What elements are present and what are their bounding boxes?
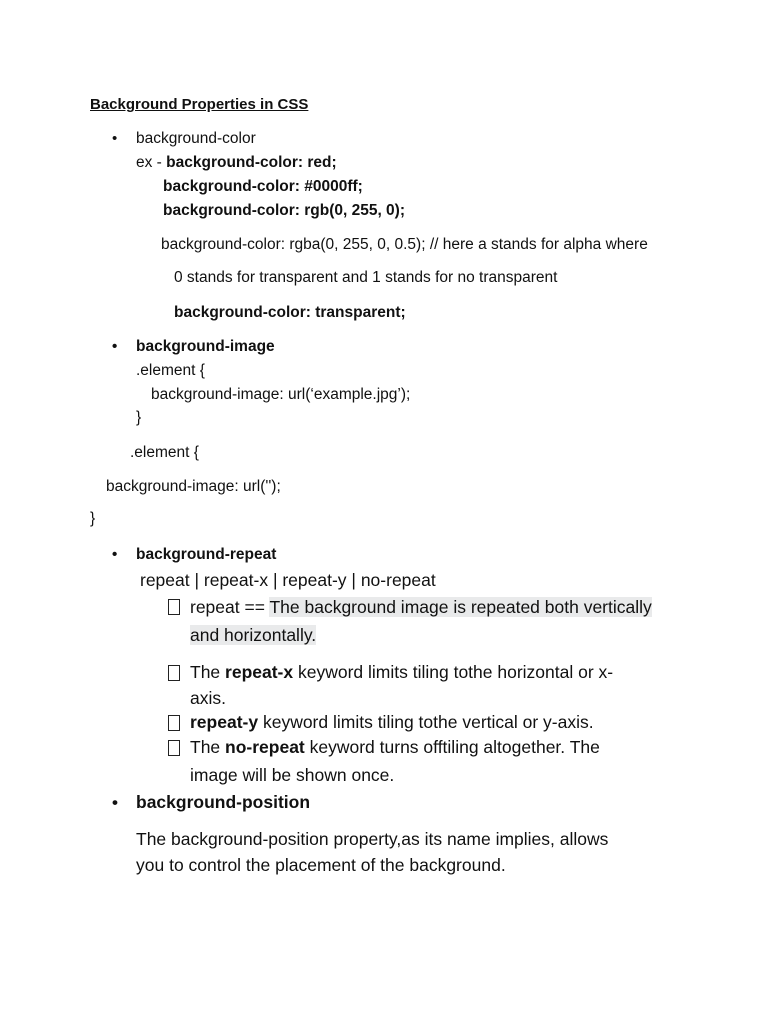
ex-red: background-color: red; <box>166 154 337 171</box>
checkbox-icon <box>168 599 180 615</box>
rgba-line-1: background-color: rgba(0, 255, 0, 0.5); // here a stands for alpha where <box>161 236 648 253</box>
repeat-item-4-text: keyword turns offtiling altogether. The <box>304 737 600 757</box>
position-heading: background-position <box>136 792 311 812</box>
rgba-line-2: 0 stands for transparent and 1 stands for no transparent <box>174 269 558 286</box>
repeat-values: repeat | repeat-x | repeat-y | no-repeat <box>140 570 436 590</box>
color-example-2: background-color: #0000ff; <box>163 178 363 195</box>
repeat-item-4-prefix: The <box>190 737 226 757</box>
repeat-item-1-line-2 <box>190 624 316 646</box>
image-code-2: background-image: url(‘example.jpg’); <box>151 386 411 403</box>
color-example-1 <box>136 153 337 173</box>
image-code-4: .element { <box>130 444 199 461</box>
image-code-6: } <box>90 510 96 527</box>
repeat-item-4 <box>190 736 600 758</box>
bullet-icon: • <box>112 130 118 147</box>
position-desc-2: you to control the placement of the background. <box>136 855 506 875</box>
checkbox-icon <box>168 715 180 731</box>
repeat-item-3 <box>190 711 594 733</box>
repeat-item-2-prefix: The <box>190 662 226 682</box>
repeat-item-1 <box>190 596 652 618</box>
bullet-icon: • <box>112 338 118 355</box>
repeat-x-keyword: repeat-x <box>225 662 294 682</box>
ex-prefix: ex - <box>136 154 167 171</box>
image-code-1: .element { <box>136 362 205 379</box>
repeat-item-3-text: keyword limits tiling tothe vertical or y-axis. <box>258 712 594 732</box>
repeat-item-2-line-2: axis. <box>190 688 226 708</box>
repeat-item-1-highlight-2: and horizontally. <box>190 625 317 645</box>
bullet-icon: • <box>112 546 118 563</box>
repeat-item-1-prefix: repeat == <box>190 597 270 617</box>
color-heading: background-color <box>136 130 256 147</box>
image-heading: background-image <box>136 338 275 355</box>
repeat-item-4-line-2: image will be shown once. <box>190 765 395 785</box>
transparent-example: background-color: transparent; <box>174 304 406 321</box>
bullet-icon: • <box>112 793 118 812</box>
color-example-3: background-color: rgb(0, 255, 0); <box>163 202 406 219</box>
repeat-item-2-text: keyword limits tiling tothe horizontal or x- <box>293 662 614 682</box>
repeat-item-2 <box>190 661 613 683</box>
repeat-heading: background-repeat <box>136 546 277 563</box>
image-code-3: } <box>136 409 142 426</box>
repeat-y-keyword: repeat-y <box>190 712 259 732</box>
image-code-5: background-image: url(''); <box>106 478 281 495</box>
repeat-item-1-highlight: The background image is repeated both vertically <box>269 597 652 617</box>
checkbox-icon <box>168 740 180 756</box>
page-title: Background Properties in CSS <box>90 96 309 113</box>
position-desc-1: The background-position property,as its name implies, allows <box>136 829 609 849</box>
checkbox-icon <box>168 665 180 681</box>
no-repeat-keyword: no-repeat <box>225 737 305 757</box>
